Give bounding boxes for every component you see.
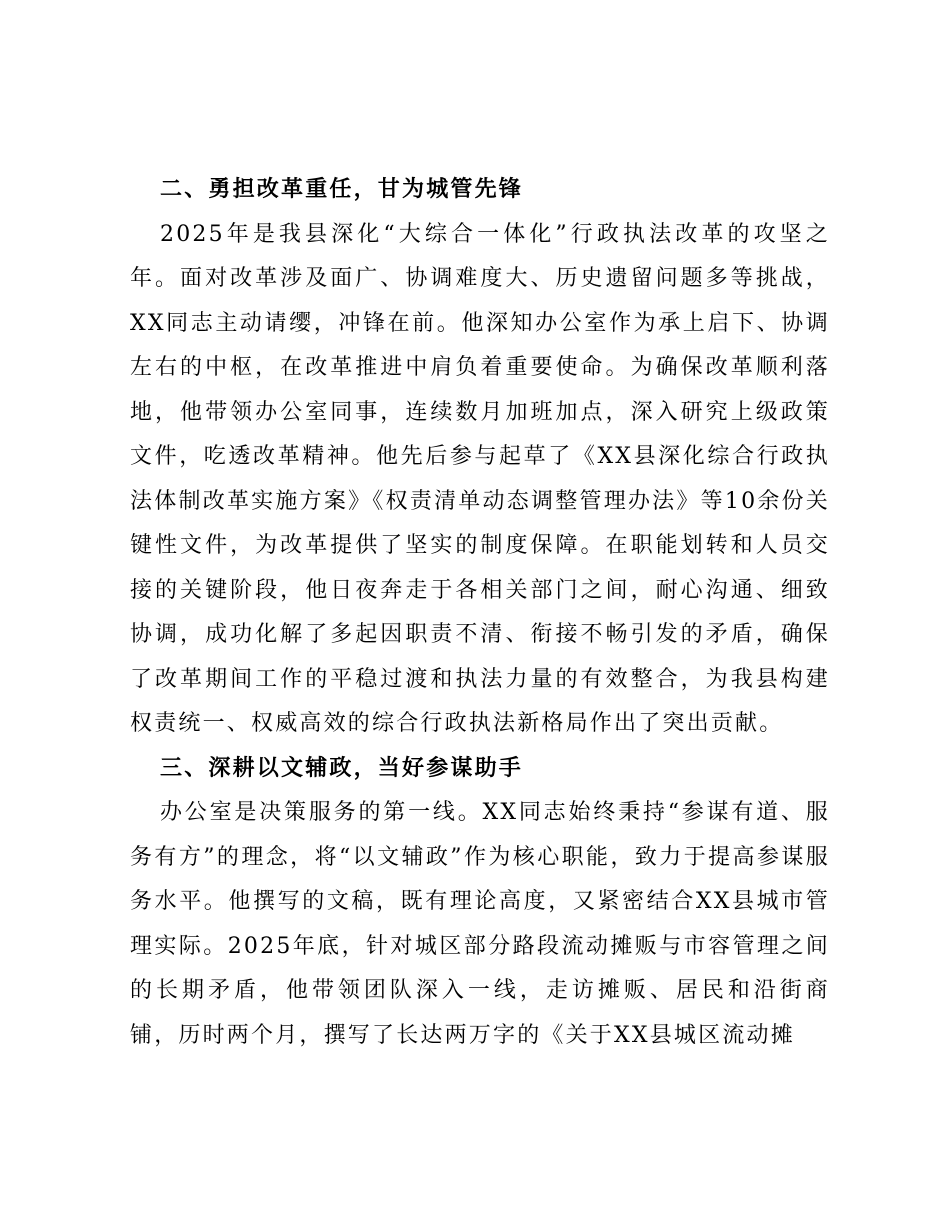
section-paragraph: 2025年是我县深化“大综合一体化”行政执法改革的攻坚之年。面对改革涉及面广、协调难度大、历史遗留问题多等挑战，XX同志主动请缨，冲锋在前。他深知办公室作为承上启下、协调左右的中枢，在改革推进中肩负着重要使命。为确保改革顺利落地，他带领办公室同事，连续数月加班加点，深入研究上级政策文件，吃透改革精神。他先后参与起草了《XX县深化综合行政执法体制改革实施方案》《权责清单动态调整管理办法》等10余份关键性文件，为改革提供了坚实的制度保障。在职能划转和人员交接的关键阶段，他日夜奔走于各相关部门之间，耐心沟通、细致协调，成功化解了多起因职责不清、衔接不畅引发的矛盾，确保了改革期间工作的平稳过渡和执法力量的有效整合，为我县构建权责统一、权威高效的综合行政执法新格局作出了突出贡献。: [130, 221, 830, 736]
section-paragraph: 办公室是决策服务的第一线。XX同志始终秉持“参谋有道、服务有方”的理念，将“以文辅政”作为核心职能，致力于提高参谋服务水平。他撰写的文稿，既有理论高度，又紧密结合XX县城市管理实际。2025年底，针对城区部分路段流动摊贩与市容管理之间的长期矛盾，他带领团队深入一线，走访摊贩、居民和沿街商铺，历时两个月，撰写了长达两万字的《关于XX县城区流动摊: [130, 800, 830, 1048]
section-heading: 二、勇担改革重任，甘为城管先锋: [160, 177, 524, 202]
section-heading: 三、深耕以文辅政，当好参谋助手: [160, 755, 524, 781]
document-page: [130, 168, 830, 1058]
